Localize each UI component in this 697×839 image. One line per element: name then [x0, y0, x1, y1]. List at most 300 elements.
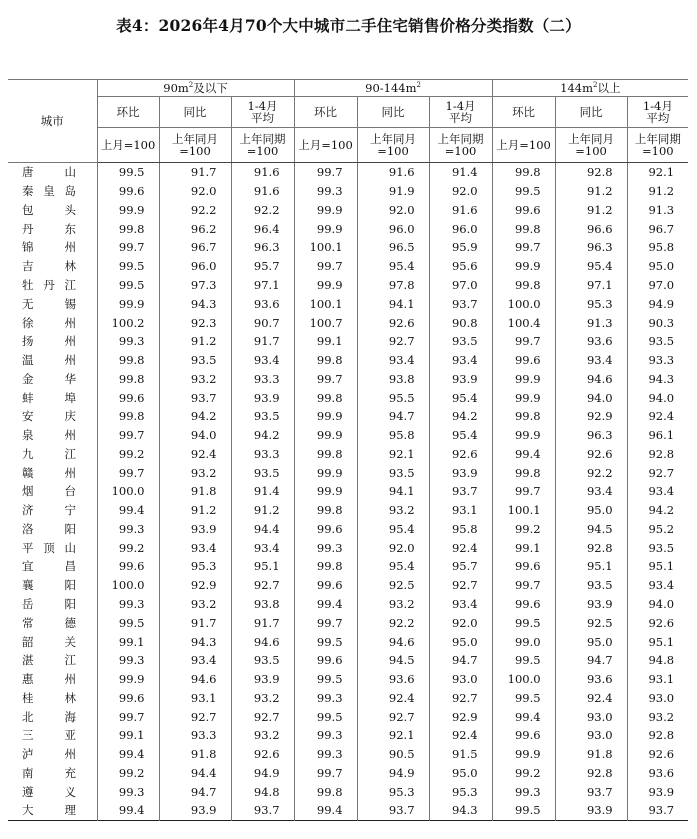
table-row — [8, 632, 688, 651]
value-cell: 99.9 — [294, 201, 357, 220]
col-header-yoy: 同比 — [357, 97, 429, 128]
value-cell: 99.5 — [492, 688, 555, 707]
table-row — [8, 726, 688, 745]
value-cell: 93.2 — [627, 707, 688, 726]
value-cell: 92.1 — [627, 163, 688, 182]
value-cell: 93.2 — [159, 595, 231, 614]
value-cell: 95.4 — [357, 557, 429, 576]
value-cell: 99.8 — [97, 407, 159, 426]
value-cell: 95.1 — [627, 557, 688, 576]
value-cell: 95.3 — [555, 294, 627, 313]
table-row — [8, 651, 688, 670]
value-cell: 91.8 — [159, 745, 231, 764]
value-cell: 90.7 — [231, 313, 294, 332]
city-cell — [8, 782, 97, 801]
value-cell: 99.5 — [97, 163, 159, 182]
value-cell: 94.2 — [429, 407, 492, 426]
table-row — [8, 351, 688, 370]
value-cell: 97.0 — [627, 276, 688, 295]
value-cell: 99.1 — [492, 538, 555, 557]
value-cell: 93.6 — [555, 670, 627, 689]
base-label-prev-year-month: 上年同月 =100 — [159, 128, 231, 163]
col-header-yoy: 同比 — [159, 97, 231, 128]
city-cell — [8, 595, 97, 614]
city-cell — [8, 201, 97, 220]
value-cell: 94.7 — [555, 651, 627, 670]
value-cell: 92.4 — [555, 688, 627, 707]
value-cell: 93.5 — [627, 538, 688, 557]
value-cell: 91.4 — [231, 482, 294, 501]
value-cell: 91.2 — [159, 501, 231, 520]
value-cell: 92.7 — [357, 332, 429, 351]
value-cell: 99.7 — [294, 764, 357, 783]
value-cell: 99.5 — [492, 801, 555, 820]
city-name: 丹东 — [22, 221, 76, 236]
value-cell: 99.7 — [97, 463, 159, 482]
value-cell: 99.2 — [97, 538, 159, 557]
value-cell: 95.0 — [555, 501, 627, 520]
value-cell: 99.3 — [492, 782, 555, 801]
value-cell: 93.5 — [231, 407, 294, 426]
value-cell: 99.4 — [97, 801, 159, 820]
value-cell: 99.6 — [492, 201, 555, 220]
value-cell: 91.9 — [357, 182, 429, 201]
value-cell: 92.2 — [357, 613, 429, 632]
value-cell: 99.8 — [492, 407, 555, 426]
value-cell: 92.6 — [627, 745, 688, 764]
value-cell: 99.8 — [492, 219, 555, 238]
value-cell: 99.4 — [492, 707, 555, 726]
value-cell: 93.8 — [231, 595, 294, 614]
value-cell: 99.9 — [97, 670, 159, 689]
value-cell: 99.9 — [492, 369, 555, 388]
city-name: 泸州 — [22, 747, 76, 762]
city-name: 桂林 — [22, 690, 76, 705]
value-cell: 93.7 — [627, 801, 688, 820]
value-cell: 94.1 — [357, 482, 429, 501]
value-cell: 91.2 — [555, 201, 627, 220]
value-cell: 95.4 — [429, 426, 492, 445]
city-name: 湛江 — [22, 653, 76, 668]
city-column-header: 城市 — [8, 80, 97, 163]
value-cell: 99.4 — [294, 801, 357, 820]
city-cell — [8, 482, 97, 501]
value-cell: 99.6 — [492, 557, 555, 576]
value-cell: 96.0 — [357, 219, 429, 238]
value-cell: 99.7 — [294, 369, 357, 388]
value-cell: 92.8 — [555, 163, 627, 182]
group-header-medium: $90-144m^2$ — [294, 80, 492, 97]
city-name: 安庆 — [22, 409, 76, 424]
value-cell: 99.9 — [294, 482, 357, 501]
value-cell: 92.2 — [555, 463, 627, 482]
table-row — [8, 782, 688, 801]
value-cell: 99.3 — [97, 651, 159, 670]
value-cell: 95.4 — [357, 257, 429, 276]
value-cell: 93.4 — [555, 482, 627, 501]
value-cell: 97.1 — [555, 276, 627, 295]
value-cell: 100.0 — [492, 670, 555, 689]
group-header-small: $90m^2$及以下 — [97, 80, 294, 97]
table-row — [8, 163, 688, 182]
value-cell: 95.3 — [429, 782, 492, 801]
table-row — [8, 688, 688, 707]
city-cell — [8, 163, 97, 182]
table-row — [8, 463, 688, 482]
city-name: 秦皇岛 — [22, 184, 76, 199]
table-row — [8, 388, 688, 407]
value-cell: 94.3 — [627, 369, 688, 388]
city-cell — [8, 745, 97, 764]
value-cell: 93.4 — [357, 351, 429, 370]
value-cell: 99.8 — [97, 369, 159, 388]
table-body — [8, 163, 688, 821]
value-cell: 92.0 — [429, 182, 492, 201]
value-cell: 93.3 — [231, 444, 294, 463]
value-cell: 92.7 — [357, 707, 429, 726]
value-cell: 92.4 — [429, 538, 492, 557]
value-cell: 99.5 — [492, 182, 555, 201]
value-cell: 95.1 — [627, 632, 688, 651]
city-name: 九江 — [22, 446, 76, 461]
value-cell: 99.9 — [492, 388, 555, 407]
value-cell: 94.9 — [231, 764, 294, 783]
base-label-prev-year-period: 上年同期 =100 — [627, 128, 688, 163]
value-cell: 100.0 — [97, 482, 159, 501]
city-name: 吉林 — [22, 259, 76, 274]
value-cell: 93.9 — [159, 801, 231, 820]
table-row — [8, 613, 688, 632]
value-cell: 96.1 — [627, 426, 688, 445]
value-cell: 93.7 — [159, 388, 231, 407]
value-cell: 92.7 — [627, 463, 688, 482]
value-cell: 95.4 — [555, 257, 627, 276]
city-cell — [8, 651, 97, 670]
value-cell: 99.2 — [492, 764, 555, 783]
city-name: 锦州 — [22, 240, 76, 255]
value-cell: 99.6 — [492, 726, 555, 745]
value-cell: 99.8 — [294, 444, 357, 463]
value-cell: 96.7 — [627, 219, 688, 238]
city-name: 金华 — [22, 371, 76, 386]
city-cell — [8, 613, 97, 632]
base-label-prev-year-month: 上年同月 =100 — [357, 128, 429, 163]
value-cell: 93.5 — [357, 463, 429, 482]
city-name: 扬州 — [22, 334, 76, 349]
col-header-mom: 环比 — [294, 97, 357, 128]
value-cell: 94.0 — [627, 388, 688, 407]
value-cell: 99.5 — [294, 707, 357, 726]
value-cell: 95.2 — [627, 520, 688, 539]
value-cell: 93.6 — [357, 670, 429, 689]
city-name: 济宁 — [22, 503, 76, 518]
value-cell: 91.7 — [159, 163, 231, 182]
value-cell: 97.0 — [429, 276, 492, 295]
city-name: 韶关 — [22, 634, 76, 649]
value-cell: 99.7 — [492, 482, 555, 501]
value-cell: 99.7 — [492, 332, 555, 351]
value-cell: 93.5 — [627, 332, 688, 351]
value-cell: 95.5 — [357, 388, 429, 407]
value-cell: 93.8 — [357, 369, 429, 388]
table-row — [8, 426, 688, 445]
city-cell — [8, 801, 97, 820]
table-row — [8, 444, 688, 463]
base-label-prev-year-period: 上年同期 =100 — [429, 128, 492, 163]
city-name: 岳阳 — [22, 596, 76, 611]
table-row — [8, 201, 688, 220]
table-row — [8, 801, 688, 820]
value-cell: 91.2 — [159, 332, 231, 351]
value-cell: 94.8 — [627, 651, 688, 670]
value-cell: 93.4 — [231, 538, 294, 557]
city-cell — [8, 764, 97, 783]
city-cell — [8, 182, 97, 201]
value-cell: 99.5 — [97, 257, 159, 276]
value-cell: 95.0 — [555, 632, 627, 651]
value-cell: 99.7 — [97, 238, 159, 257]
city-cell — [8, 369, 97, 388]
value-cell: 95.8 — [627, 238, 688, 257]
city-name: 赣州 — [22, 465, 76, 480]
value-cell: 91.3 — [627, 201, 688, 220]
value-cell: 99.5 — [97, 276, 159, 295]
value-cell: 92.3 — [159, 313, 231, 332]
value-cell: 93.9 — [555, 595, 627, 614]
value-cell: 99.6 — [97, 388, 159, 407]
value-cell: 91.8 — [159, 482, 231, 501]
value-cell: 95.3 — [159, 557, 231, 576]
value-cell: 92.8 — [555, 538, 627, 557]
value-cell: 99.4 — [294, 595, 357, 614]
value-cell: 93.9 — [231, 670, 294, 689]
value-cell: 95.3 — [357, 782, 429, 801]
value-cell: 93.3 — [159, 726, 231, 745]
value-cell: 93.2 — [357, 501, 429, 520]
value-cell: 92.0 — [159, 182, 231, 201]
value-cell: 99.9 — [97, 294, 159, 313]
page-title: 表4：2026年4月70个大中城市二手住宅销售价格分类指数（二） — [116, 16, 581, 35]
value-cell: 99.3 — [97, 332, 159, 351]
value-cell: 92.1 — [357, 444, 429, 463]
value-cell: 92.9 — [555, 407, 627, 426]
value-cell: 92.0 — [357, 538, 429, 557]
city-name: 南充 — [22, 765, 76, 780]
value-cell: 94.4 — [159, 764, 231, 783]
value-cell: 99.4 — [97, 745, 159, 764]
value-cell: 94.7 — [429, 651, 492, 670]
table-row — [8, 745, 688, 764]
value-cell: 99.8 — [97, 219, 159, 238]
value-cell: 99.7 — [492, 576, 555, 595]
value-cell: 94.5 — [357, 651, 429, 670]
value-cell: 93.3 — [627, 351, 688, 370]
value-cell: 94.2 — [159, 407, 231, 426]
value-cell: 99.8 — [294, 501, 357, 520]
value-cell: 92.0 — [429, 613, 492, 632]
value-cell: 94.3 — [159, 294, 231, 313]
value-cell: 95.4 — [357, 520, 429, 539]
city-name: 遵义 — [22, 784, 76, 799]
value-cell: 93.2 — [159, 369, 231, 388]
city-cell — [8, 219, 97, 238]
value-cell: 99.8 — [492, 463, 555, 482]
city-name: 无锡 — [22, 296, 76, 311]
value-cell: 93.5 — [231, 651, 294, 670]
table-row — [8, 764, 688, 783]
city-cell — [8, 632, 97, 651]
value-cell: 95.9 — [429, 238, 492, 257]
value-cell: 95.1 — [555, 557, 627, 576]
value-cell: 94.5 — [555, 520, 627, 539]
city-cell — [8, 538, 97, 557]
value-cell: 97.1 — [231, 276, 294, 295]
city-cell — [8, 332, 97, 351]
value-cell: 93.1 — [429, 501, 492, 520]
value-cell: 99.3 — [97, 595, 159, 614]
table-row — [8, 294, 688, 313]
city-name: 大理 — [22, 803, 76, 818]
city-cell — [8, 426, 97, 445]
value-cell: 93.3 — [231, 369, 294, 388]
city-name: 徐州 — [22, 315, 76, 330]
value-cell: 99.4 — [97, 501, 159, 520]
value-cell: 93.2 — [231, 688, 294, 707]
city-cell — [8, 238, 97, 257]
value-cell: 92.5 — [357, 576, 429, 595]
value-cell: 99.3 — [294, 538, 357, 557]
city-name: 洛阳 — [22, 521, 76, 536]
value-cell: 95.7 — [231, 257, 294, 276]
value-cell: 92.6 — [231, 745, 294, 764]
city-name: 北海 — [22, 709, 76, 724]
value-cell: 99.7 — [97, 426, 159, 445]
value-cell: 94.3 — [429, 801, 492, 820]
table-row — [8, 670, 688, 689]
value-cell: 93.5 — [429, 332, 492, 351]
value-cell: 91.7 — [159, 613, 231, 632]
city-cell — [8, 688, 97, 707]
value-cell: 99.8 — [294, 351, 357, 370]
value-cell: 95.8 — [357, 426, 429, 445]
value-cell: 94.6 — [357, 632, 429, 651]
city-name: 惠州 — [22, 672, 76, 687]
value-cell: 94.2 — [231, 426, 294, 445]
value-cell: 94.4 — [231, 520, 294, 539]
value-cell: 96.0 — [159, 257, 231, 276]
value-cell: 99.8 — [294, 388, 357, 407]
value-cell: 90.5 — [357, 745, 429, 764]
col-header-ytd-avg: 1-4月 平均 — [627, 97, 688, 128]
value-cell: 99.1 — [97, 726, 159, 745]
value-cell: 92.6 — [357, 313, 429, 332]
value-cell: 93.2 — [159, 463, 231, 482]
city-cell — [8, 463, 97, 482]
table-row — [8, 407, 688, 426]
city-name: 常德 — [22, 615, 76, 630]
value-cell: 90.8 — [429, 313, 492, 332]
value-cell: 92.2 — [231, 201, 294, 220]
value-cell: 94.6 — [159, 670, 231, 689]
value-cell: 92.1 — [357, 726, 429, 745]
value-cell: 93.7 — [429, 294, 492, 313]
value-cell: 91.4 — [429, 163, 492, 182]
value-cell: 94.0 — [627, 595, 688, 614]
value-cell: 96.3 — [231, 238, 294, 257]
value-cell: 96.2 — [159, 219, 231, 238]
value-cell: 93.4 — [231, 351, 294, 370]
value-cell: 92.6 — [627, 613, 688, 632]
value-cell: 92.8 — [555, 764, 627, 783]
value-cell: 92.9 — [429, 707, 492, 726]
value-cell: 92.6 — [555, 444, 627, 463]
value-cell: 92.7 — [429, 576, 492, 595]
value-cell: 92.0 — [357, 201, 429, 220]
city-cell — [8, 294, 97, 313]
value-cell: 94.1 — [357, 294, 429, 313]
value-cell: 93.2 — [357, 595, 429, 614]
value-cell: 93.9 — [429, 463, 492, 482]
value-cell: 93.4 — [429, 351, 492, 370]
value-cell: 99.9 — [492, 745, 555, 764]
value-cell: 93.9 — [555, 801, 627, 820]
value-cell: 99.8 — [294, 782, 357, 801]
value-cell: 99.2 — [97, 764, 159, 783]
value-cell: 99.7 — [97, 707, 159, 726]
value-cell: 91.7 — [231, 332, 294, 351]
value-cell: 99.6 — [97, 688, 159, 707]
table-header — [8, 80, 688, 163]
value-cell: 95.7 — [429, 557, 492, 576]
value-cell: 92.7 — [159, 707, 231, 726]
value-cell: 99.9 — [492, 426, 555, 445]
table-row — [8, 538, 688, 557]
value-cell: 99.9 — [294, 463, 357, 482]
table-row — [8, 369, 688, 388]
value-cell: 99.8 — [97, 351, 159, 370]
value-cell: 93.7 — [555, 782, 627, 801]
city-cell — [8, 726, 97, 745]
value-cell: 95.0 — [429, 764, 492, 783]
value-cell: 91.2 — [627, 182, 688, 201]
city-cell — [8, 576, 97, 595]
city-cell — [8, 707, 97, 726]
value-cell: 92.9 — [159, 576, 231, 595]
value-cell: 99.9 — [294, 407, 357, 426]
value-cell: 93.0 — [555, 726, 627, 745]
value-cell: 94.2 — [627, 501, 688, 520]
value-cell: 99.9 — [492, 257, 555, 276]
value-cell: 95.6 — [429, 257, 492, 276]
value-cell: 100.1 — [294, 238, 357, 257]
city-cell — [8, 670, 97, 689]
value-cell: 99.6 — [97, 182, 159, 201]
value-cell: 93.6 — [627, 764, 688, 783]
city-name: 襄阳 — [22, 578, 76, 593]
table-row — [8, 501, 688, 520]
value-cell: 93.4 — [627, 576, 688, 595]
value-cell: 99.5 — [97, 613, 159, 632]
city-name: 蚌埠 — [22, 390, 76, 405]
city-name: 唐山 — [22, 165, 76, 180]
value-cell: 96.0 — [429, 219, 492, 238]
value-cell: 92.2 — [159, 201, 231, 220]
col-header-yoy: 同比 — [555, 97, 627, 128]
value-cell: 100.0 — [492, 294, 555, 313]
value-cell: 93.5 — [231, 463, 294, 482]
value-cell: 99.3 — [97, 782, 159, 801]
value-cell: 93.5 — [159, 351, 231, 370]
